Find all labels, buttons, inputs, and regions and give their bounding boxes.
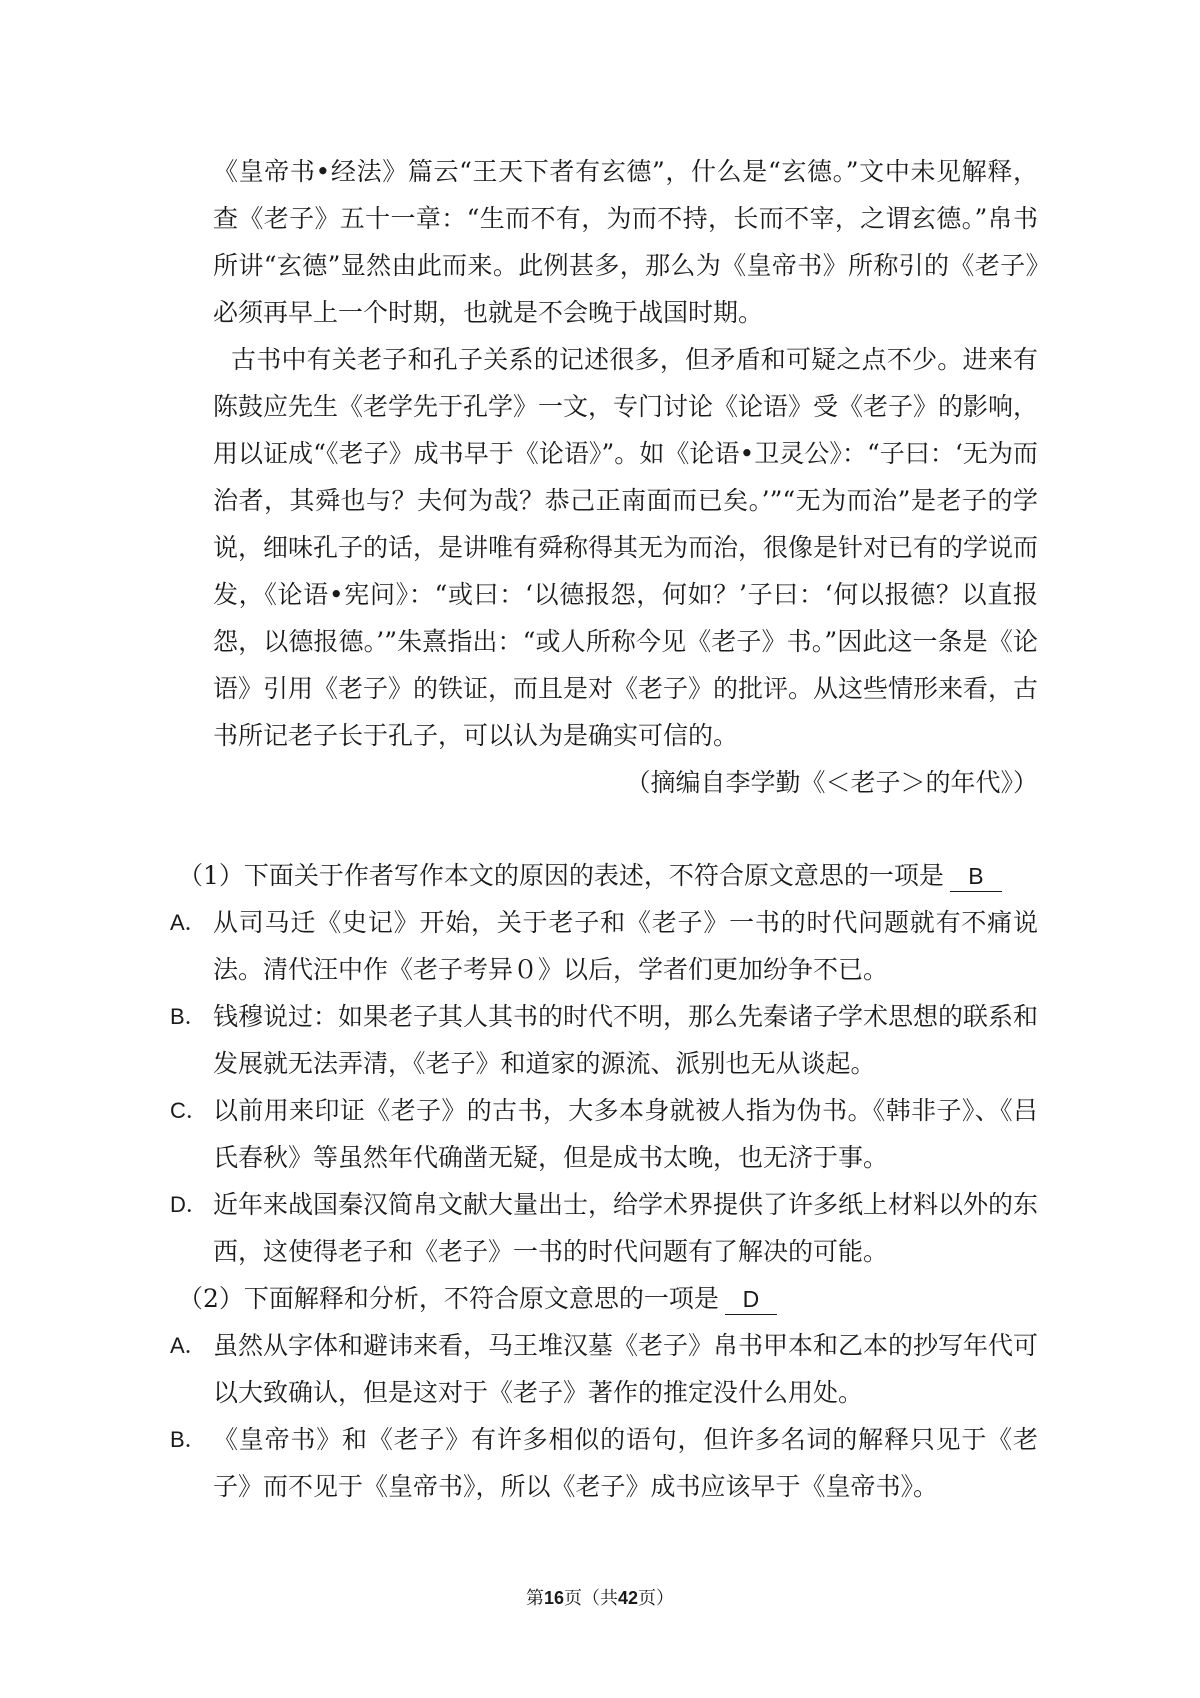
option-letter: B． — [170, 1427, 207, 1452]
footer-middle: 页（共 — [564, 1588, 618, 1609]
footer-prefix: 第 — [525, 1588, 544, 1609]
footer-current-page: 16 — [543, 1588, 564, 1608]
question-2 — [170, 1275, 1039, 1510]
option-letter: A． — [170, 1333, 207, 1358]
option-text: 以前用来印证《老子》的古书，大多本身就被人指为伪书。《韩非子》、《吕氏春秋》等虽然年代确凿无疑，但是成书太晚，也无济于事。 — [213, 1096, 1038, 1172]
option-letter: B． — [170, 1004, 207, 1029]
option-text: 虽然从字体和避讳来看，马王堆汉墓《老子》帛书甲本和乙本的抄写年代可以大致确认，但是这对于《老子》著作的推定没什么用处。 — [213, 1331, 1039, 1407]
question-2-option-a — [170, 1322, 1039, 1416]
footer-total-pages: 42 — [618, 1588, 639, 1608]
question-1 — [170, 852, 1039, 1275]
question-1-option-a — [170, 899, 1038, 993]
option-text: 《皇帝书》和《老子》有许多相似的语句，但许多名词的解释只见于《老子》而不见于《皇帝书》，所以《老子》成书应该早于《皇帝书》。 — [213, 1425, 1038, 1501]
page-footer — [0, 1586, 1200, 1611]
passage-paragraph-2: 古书中有关老子和孔子关系的记述很多，但矛盾和可疑之点不少。进来有陈鼓应先生《老学先于孔学》一文，专门讨论《论语》受《老子》的影响，用以证成“《老子》成书早于《论语》”。如《论语•卫灵公》：“子曰：‘无为而治者，其舜也与？夫何为哉？恭己正南面而已矣。’”“无为而治”是老子的学说，细味孔子的话，是讲唯有舜称得其无为而治，很像是针对已有的学说而发，《论语•宪问》：“或曰：‘以德报怨，何如？’子曰：‘何以报德？以直报怨，以德报德。’”朱熹指出：“或人所称今见《老子》书。”因此这一条是《论语》引用《老子》的铁证，而且是对《老子》的批评。从这些情形来看，古书所记老子长于孔子，可以认为是确实可信的。 — [213, 345, 1039, 750]
question-1-option-c — [170, 1087, 1038, 1181]
option-text: 近年来战国秦汉简帛文献大量出士，给学术界提供了许多纸上材料以外的东西，这使得老子和《老子》一书的时代问题有了解决的可能。 — [213, 1190, 1039, 1266]
question-1-stem-text: （1）下面关于作者写作本文的原因的表述，不符合原文意思的一项是 — [178, 861, 944, 890]
passage-paragraph-1: 《皇帝书•经法》篇云“王天下者有玄德”，什么是“玄德。”文中未见解释，查《老子》五十一章：“生而不有，为而不持，长而不宰，之谓玄德。”帛书所讲“玄德”显然由此而来。此例甚多，那么为《皇帝书》所称引的《老子》必须再早上一个时期，也就是不会晚于战国时期。 — [213, 157, 1038, 327]
question-2-stem — [178, 1275, 1038, 1322]
option-letter: C． — [170, 1098, 208, 1123]
option-letter: A． — [170, 910, 207, 935]
question-2-stem-text: （2）下面解释和分析，不符合原文意思的一项是 — [178, 1284, 719, 1313]
question-1-stem — [178, 852, 1038, 899]
footer-suffix: 页） — [638, 1588, 675, 1609]
question-1-option-b — [170, 993, 1039, 1087]
question-2-answer: D — [725, 1284, 777, 1315]
passage — [178, 148, 1038, 806]
question-1-option-d — [170, 1181, 1039, 1275]
option-letter: D． — [170, 1192, 208, 1217]
option-text: 从司马迁《史记》开始，关于老子和《老子》一书的时代问题就有不痛说法。清代汪中作《老子考异０》以后，学者们更加纷争不已。 — [213, 908, 1038, 984]
passage-source: （摘编自李学勤《＜老子＞的年代》） — [625, 768, 1038, 797]
section-gap — [178, 806, 1038, 852]
option-text: 钱穆说过：如果老子其人其书的时代不明，那么先秦诸子学术思想的联系和发展就无法弄清，《老子》和道家的源流、派别也无从谈起。 — [213, 1002, 1039, 1078]
page-content — [170, 148, 1039, 1510]
question-1-answer: B — [950, 861, 1002, 892]
question-2-option-b — [170, 1416, 1038, 1510]
